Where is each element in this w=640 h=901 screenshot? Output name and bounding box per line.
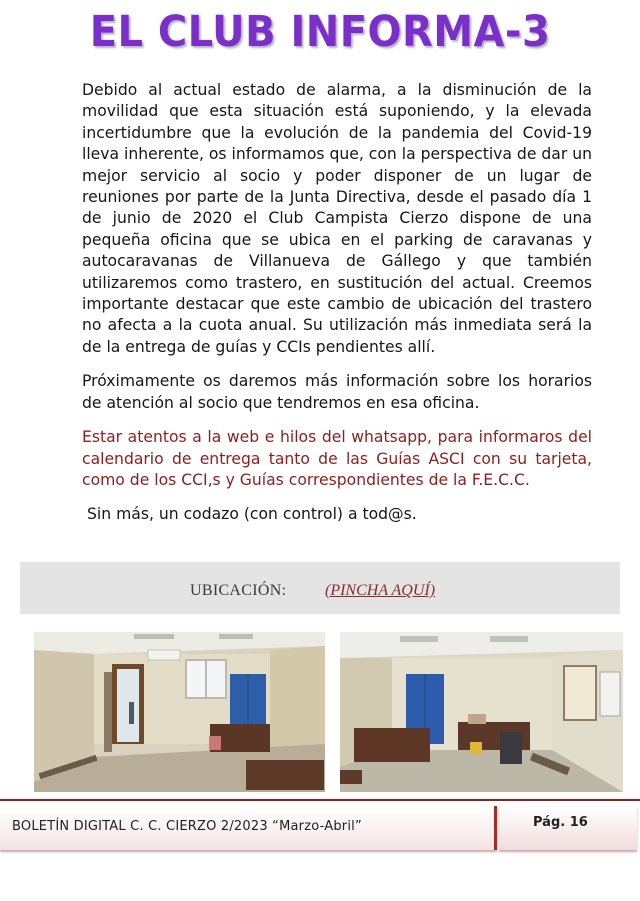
office-photo-right	[340, 632, 623, 792]
page-number: Pág. 16	[533, 815, 588, 830]
location-label: UBICACIÓN:	[190, 582, 287, 599]
location-bar	[20, 562, 620, 614]
office-photo-left	[34, 632, 325, 792]
footer-bulletin-text: BOLETÍN DIGITAL C. C. CIERZO 2/2023 “Marzo-Abril”	[12, 819, 362, 834]
article-body	[82, 80, 592, 526]
location-link[interactable]: (PINCHA AQUÍ)	[325, 582, 436, 599]
paragraph-schedule: Próximamente os daremos más información sobre los horarios de atención al socio que tendremos en esa oficina.	[82, 372, 592, 412]
footer-divider	[0, 799, 640, 801]
page-title: EL CLUB INFORMA-3	[89, 7, 551, 57]
paragraph-closing: Sin más, un codazo (con control) a tod@s.	[87, 505, 417, 524]
paragraph-notice: Estar atentos a la web e hilos del whatsapp, para informaros del calendario de entrega tanto de las Guías ASCI con su tarjeta, como de los CCI,s y Guías correspondientes de la F.E.C.C.	[82, 428, 592, 489]
paragraph-intro: Debido al actual estado de alarma, a la disminución de la movilidad que esta situación está suponiendo, y la elevada incertidumbre que la evolución de la pandemia del Covid-19 lleva inherente, os informamos que, con la perspectiva de dar un mejor servicio al socio y poder disponer de un lugar de reuniones por parte de la Junta Directiva, desde el pasado día 1 de junio de 2020 el Club Campista Cierzo dispone de una pequeña oficina que se ubica en el parking de caravanas y autocaravanas de Villanueva de Gállego y que también utilizaremos como trastero, en sustitución del actual. Creemos importante destacar que este cambio de ubicación del trastero no afecta a la cuota anual. Su utilización más inmediata será la de la entrega de guías y CCIs pendientes allí.	[82, 81, 592, 356]
